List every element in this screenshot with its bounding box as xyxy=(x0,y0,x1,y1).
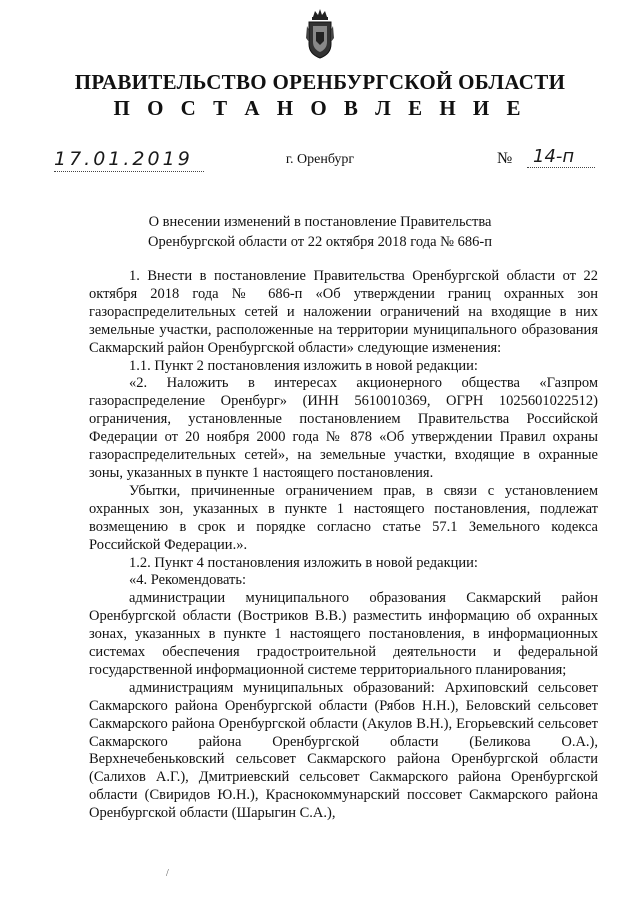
document-type-title: П О С Т А Н О В Л Е Н И Е xyxy=(113,96,527,120)
paragraph-district-admin: администрации муниципального образования Сакмарский район Оренбургской области (Востриков В.В.) разместить информацию об охранных зонах, указанных в пункте 1 настоящего постановления, в информационных системах обеспечения градостроительной деятельности и федеральной государственной информационной системе территориального планирования; xyxy=(89,590,598,678)
document-date: 17.01.2019 xyxy=(54,148,204,172)
document-subject xyxy=(120,212,520,252)
subject-line-2: Оренбургской области от 22 октября 2018 года № 686-п xyxy=(148,234,492,250)
document-number: 14-п xyxy=(527,146,595,168)
paragraph-point-4: «4. Рекомендовать: xyxy=(129,572,247,589)
paragraph-point-2: «2. Наложить в интересах акционерного общества «Газпром газораспределение Оренбург» (ИНН 5610010369, ОГРН 1025601022512) ограничения, установленные постановлением Правительства Российской Федерации от 20 ноября 2000 года № 878 «Об утверждении Правил охраны газораспределительных сетей», на земельные участки, входящие в охранные зоны, указанных в пункте 1 настоящего постановления. xyxy=(89,375,598,481)
paragraph-1-1: 1.1. Пункт 2 постановления изложить в новой редакции: xyxy=(129,357,478,374)
footer-mark: / xyxy=(166,868,169,879)
organization-title: ПРАВИТЕЛЬСТВО ОРЕНБУРГСКОЙ ОБЛАСТИ xyxy=(74,70,566,94)
document-city: г. Оренбург xyxy=(285,152,355,167)
paragraph-1-2: 1.2. Пункт 4 постановления изложить в новой редакции: xyxy=(129,554,478,571)
document-body xyxy=(89,268,598,823)
subject-line-1: О внесении изменений в постановление Правительства xyxy=(148,214,492,230)
coat-of-arms-emblem xyxy=(305,8,335,60)
paragraph-municipal-admins: администрациям муниципальных образований: Архиповский сельсовет Сакмарского района Оренбургской области (Рябов Н.Н.), Беловский сельсовет Сакмарского района Оренбургской области (Акулов В.Н.), Егорьевский сельсовет Сакмарского района Оренбургской области (Беликова О.А.), Верхнечебеньковский сельсовет Сакмарского района Оренбургской области (Салихов А.Г.), Дмитриевский сельсовет Сакмарского района Оренбургской области (Свиридов Ю.Н.), Краснокоммунарский поссовет Сакмарского района Оренбургской области (Шарыгин С.А.), xyxy=(89,679,598,822)
paragraph-1: 1. Внести в постановление Правительства Оренбургской области от 22 октября 2018 года № 686-п «Об утверждении границ охранных зон газораспределительных сетей и наложении ограничений на входящие в них земельные участки, расположенные на территории муниципального образования Сакмарский район Оренбургской области» следующие изменения: xyxy=(89,268,598,356)
paragraph-losses: Убытки, причиненные ограничением прав, в связи с установлением охранных зон, указанных в пункте 1 настоящего постановления, подлежат возмещению в срок и порядке согласно статье 57.1 Земельного кодекса Российской Федерации.». xyxy=(89,482,598,553)
document-number-label: № xyxy=(497,150,513,167)
